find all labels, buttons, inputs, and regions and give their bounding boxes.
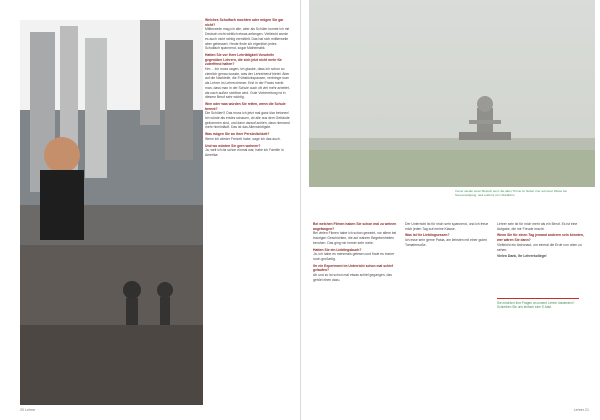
right-col3-a2: Vielleicht ein Astronaut, um einmal die Erde von oben zu sehen.: [497, 242, 582, 252]
right-a-1: Bei vielen Filmen habe ich schon geweint, vor allem bei traurigen Geschichten, die auf wahren Begebenheiten beruhen. Das ging mir immer sehr nahe.: [313, 231, 397, 245]
question-4: Was mögen Sie an Ihrer Persönlichkeit?: [205, 132, 270, 137]
question-1: Welches Schulfach mochten oder mögen Sie gar nicht?: [205, 18, 284, 27]
photo-caption: Immer wieder einen Besuch wert: die alten Türme im Nebel, hier auf einer Wiese bei Sonnenaufgang, weit entfernt vom Stadtlärm.: [455, 189, 567, 197]
portrait-photo: [20, 20, 203, 405]
right-col2-a1: Der Unterricht ist für mich sehr spannend, und ich freue mich jeden Tag auf meine Klasse.: [405, 222, 489, 231]
right-q-1: Bei welchen Filmen haben Sie schon mal zu weinen angefangen?: [313, 222, 397, 231]
right-page: [300, 0, 600, 420]
answer-3: Die Schüler!!! Das muss ich jetzt mal ganz klar betonen! Ich würde als erstes schauen, ob alle aus dem Gebäude gekommen sind, und dann darauf achten, dass niemand mehr hineinläuft. Das ist das Allerwichtigste.: [205, 111, 290, 130]
right-a-3: Ab und zu ist schon mal etwas schief gegangen, das gehört eben dazu.: [313, 273, 392, 282]
answer-2: Hm… Ich muss sagen, ich glaube, dass ich schon so ziemlich genau wusste, was der Lehrerberuf bietet. Aber auf die Nachteile, die Frühstückspausen, verbringe man als Lehrer im Lehrerzimmer. Erst in der Praxis merkt man, dass man in der Schule auch oft viel mehr arbeitet, als nach außen sichtbar wird. Gute Vorbereitung ist in diesem Beruf sehr wichtig.: [205, 67, 290, 100]
right-text-column-2: [405, 222, 490, 250]
left-photo: [20, 20, 203, 405]
right-q-2: Hatten Sie ein Lieblingsbuch?: [313, 247, 362, 252]
answer-1: Mittlerweile mag ich alle, aber als Schüler konnte ich mit Deutsch nicht wirklich etwas anfangen. Vielleicht wurde es auch nicht richtig vermittelt. Das hat sich mittlerweile aber gebessert. Heute finde ich eigentlich jedes Schulfach spannend, sogar Mathematik.: [205, 27, 290, 51]
foggy-tower-photo: [309, 0, 595, 187]
answer-5: Ja, weil ich da schon einmal war, habe ich Familie in Amerika.: [205, 148, 284, 157]
answer-4: Wenn ich wieder Freizeit habe, sage ich das auch.: [205, 136, 281, 141]
question-3: Wen oder was würden Sie retten, wenn die Schule brennt?: [205, 101, 286, 111]
right-photo: [309, 0, 595, 187]
right-text-column-3: [497, 222, 587, 261]
right-col3-a1: Lehrer sein ist für mich mehr als ein Beruf. Es ist eine Aufgabe, die mir Freude macht.: [497, 222, 578, 231]
question-2: Hatten Sie vor Ihrer Lehrtätigkeit Vorurteile gegenüber Lehrern, die sich jetzt nicht mehr für zutreffend halten?: [205, 52, 282, 67]
question-5: Und wo würden Sie gern wohnen?: [205, 143, 261, 148]
left-text-column: [205, 18, 290, 160]
right-q-3: Ihr ein Experiment im Unterricht schon mal schief gelaufen?: [313, 263, 394, 273]
right-col3-q2: Wenn Sie für einen Tag jemand anderen sein könnten, wer wären Sie dann?: [497, 233, 584, 243]
right-col2-q2: Was ist Ihr Lieblingsessen?: [405, 233, 450, 238]
right-col2-a2: Ich esse sehr gerne Pasta, am liebsten mit einer guten Tomatensoße.: [405, 238, 487, 247]
page-number-left: 20 Lehrer: [20, 408, 36, 412]
page-number-right: Lehrer 21: [573, 408, 589, 412]
right-text-column-1: [313, 222, 398, 284]
reader-note: Sie möchten Ihre Fragen an unsere Lehrer loswerden? Schreiben Sie uns einfach eine E-Mail.: [497, 298, 579, 309]
thanks-line: Vielen Dank, Ihr Lehrerkollege!: [497, 254, 547, 259]
right-a-2: Ja, ich habe es mehrmals gelesen und finde es immer noch großartig.: [313, 252, 395, 261]
